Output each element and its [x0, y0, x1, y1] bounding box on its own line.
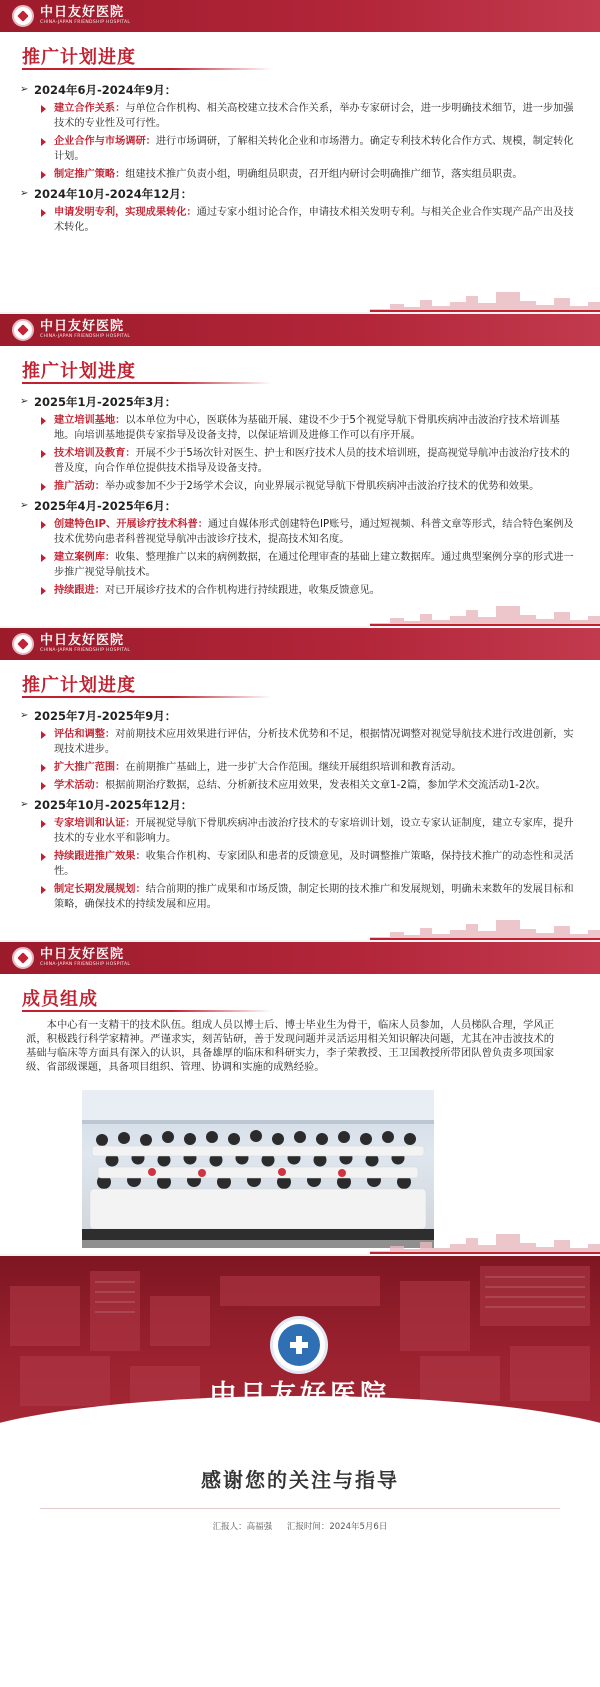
footer-divider: [40, 1508, 560, 1509]
plan-item: 建立合作关系：与单位合作机构、相关高校建立技术合作关系，举办专家研讨会，进一步明确技术细节，进一步加强技术的专业性及可行性。: [37, 101, 580, 131]
hospital-emblem-icon: [270, 1316, 328, 1374]
plan-item: 专家培训和认证：开展视觉导航下骨肌疾病冲击波治疗技术的专家培训计划，设立专家认证制度，建立专家库，提升技术的专业水平和影响力。: [37, 816, 580, 846]
arrow-bullet-icon: ➢: [20, 710, 29, 721]
hospital-emblem-icon: [12, 319, 34, 341]
logo-name-en: CHINA-JAPAN FRIENDSHIP HOSPITAL: [40, 962, 131, 968]
hospital-emblem-icon: [12, 5, 34, 27]
header-banner: [0, 314, 600, 346]
plan-item: 评估和调整：对前期技术应用效果进行评估，分析技术优势和不足，根据情况调整对视觉导航技术进行改进创新，实现技术进步。: [37, 727, 580, 757]
triangle-bullet-icon: [41, 782, 46, 790]
plan-item: 制定长期发展规划：结合前期的推广成果和市场反馈，制定长期的技术推广和发展规划，明确未来数年的发展目标和策略，确保技术的持续发展和应用。: [37, 882, 580, 912]
period-heading: ➢ 2025年7月-2025年9月：: [20, 709, 177, 723]
arrow-bullet-icon: ➢: [20, 396, 29, 407]
triangle-bullet-icon: [41, 554, 46, 562]
logo-name-cn: 中日友好医院: [40, 947, 125, 963]
triangle-bullet-icon: [41, 450, 46, 458]
plan-item: 学术活动：根据前期治疗数据，总结、分析新技术应用效果，发表相关文章1-2篇，参加学术交流活动1-2次。: [37, 778, 580, 793]
arrow-bullet-icon: ➢: [20, 799, 29, 810]
arrow-bullet-icon: ➢: [20, 84, 29, 95]
triangle-bullet-icon: [41, 417, 46, 425]
triangle-bullet-icon: [41, 521, 46, 529]
plan-item: 申请发明专利，实现成果转化：通过专家小组讨论合作，申请技术相关发明专利。与相关企业合作实现产品产出及技术转化。: [37, 205, 580, 235]
team-description: 本中心有一支精干的技术队伍。组成人员以博士后、博士毕业生为骨干，临床人员参加，人员梯队合理，学风正派，积极践行科学家精神。严谨求实，刻苦钻研，善于发现问题并灵活运用相关知识解决问题，尤其在冲击波技术的基础与临床等方面具有深入的认识，具备雄厚的临床和科研实力，李子荣教授、王卫国教授所带团队曾负责多项国家级、省部级课题，具备项目组织、管理、协调和实施的成熟经验。: [26, 1019, 554, 1073]
period-heading: ➢ 2025年4月-2025年6月：: [20, 499, 177, 513]
plan-item: 企业合作与市场调研：进行市场调研，了解相关转化企业和市场潜力。确定专利技术转化合作方式、规模，制定转化计划。: [37, 134, 580, 164]
triangle-bullet-icon: [41, 731, 46, 739]
hospital-skyline-decoration: [370, 1224, 600, 1254]
triangle-bullet-icon: [41, 138, 46, 146]
triangle-bullet-icon: [41, 209, 46, 217]
triangle-bullet-icon: [41, 587, 46, 595]
slide-team: [0, 942, 600, 1254]
slide-title: 推广计划进度: [22, 47, 136, 68]
header-banner: [0, 942, 600, 974]
slide-plan-2025-h2: [0, 628, 600, 940]
slide-plan-2025-h1: [0, 314, 600, 626]
triangle-bullet-icon: [41, 171, 46, 179]
logo-name-cn: 中日友好医院: [40, 5, 125, 21]
report-date: 汇报时间：2024年5月6日: [286, 1522, 388, 1532]
period-heading: ➢ 2025年1月-2025年3月：: [20, 395, 177, 409]
triangle-bullet-icon: [41, 886, 46, 894]
hospital-logo: [12, 632, 130, 656]
hospital-name-en: CHINA-JAPAN FRIENDSHIP HOSPITAL: [212, 1413, 388, 1422]
plan-item: 持续跟进推广效果：收集合作机构、专家团队和患者的反馈意见，及时调整推广策略，保持技术推广的动态性和灵活性。: [37, 849, 580, 879]
plan-item: 建立培训基地：以本单位为中心，医联体为基础开展、建设不少于5个视觉导航下骨肌疾病冲击波治疗技术培训基地。向培训基地提供专家指导及设备支持，以保证培训及进修工作可以有序开展。: [37, 413, 580, 443]
plan-item: 制定推广策略：组建技术推广负责小组，明确组员职责，召开组内研讨会明确推广细节，落实组员职责。: [37, 167, 580, 182]
slide-closing: [0, 1256, 600, 1687]
slide-title: 推广计划进度: [22, 361, 136, 382]
logo-name-en: CHINA-JAPAN FRIENDSHIP HOSPITAL: [40, 334, 131, 340]
plan-item: 推广活动：举办或参加不少于2场学术会议，向业界展示视觉导航下骨肌疾病冲击波治疗技术的优势和效果。: [37, 479, 580, 494]
triangle-bullet-icon: [41, 483, 46, 491]
triangle-bullet-icon: [41, 820, 46, 828]
title-underline: [22, 68, 272, 70]
title-underline: [22, 1010, 272, 1012]
arrow-bullet-icon: ➢: [20, 188, 29, 199]
hospital-logo-large: [0, 1374, 600, 1422]
report-info: [0, 1520, 600, 1532]
plan-content: [20, 78, 580, 238]
hospital-skyline-decoration: [370, 282, 600, 312]
header-banner: [0, 0, 600, 32]
plan-item: 创建特色IP、开展诊疗技术科普：通过自媒体形式创建特色IP账号，通过短视频、科普文章等形式，结合特色案例及技术优势向患者科普视觉导航冲击波诊疗技术，提高技术知名度。: [37, 517, 580, 547]
hospital-logo: [12, 946, 130, 970]
plan-item: 扩大推广范围：在前期推广基础上，进一步扩大合作范围。继续开展组织培训和教育活动。: [37, 760, 580, 775]
hospital-emblem-icon: [12, 947, 34, 969]
arrow-bullet-icon: ➢: [20, 500, 29, 511]
plan-content: [20, 390, 580, 601]
plan-item: 持续跟进：对已开展诊疗技术的合作机构进行持续跟进，收集反馈意见。: [37, 583, 580, 598]
hospital-skyline-decoration: [370, 596, 600, 626]
hospital-logo: [12, 4, 130, 28]
reporter: 汇报人：高福强: [212, 1522, 273, 1532]
slide-title: 成员组成: [22, 989, 98, 1010]
header-banner: [0, 628, 600, 660]
triangle-bullet-icon: [41, 105, 46, 113]
triangle-bullet-icon: [41, 853, 46, 861]
hospital-name-cn: 中日友好医院: [209, 1380, 390, 1410]
thanks-message: 感谢您的关注与指导: [201, 1468, 399, 1492]
plan-content: [20, 704, 580, 915]
hospital-emblem-icon: [12, 633, 34, 655]
period-heading: ➢ 2024年6月-2024年9月：: [20, 83, 177, 97]
hospital-logo: [12, 318, 130, 342]
period-heading: ➢ 2024年10月-2024年12月：: [20, 187, 193, 201]
plan-item: 建立案例库：收集、整理推广以来的病例数据，在通过伦理审查的基础上建立数据库。通过典型案例分享的形式进一步推广视觉导航技术。: [37, 550, 580, 580]
triangle-bullet-icon: [41, 764, 46, 772]
hospital-skyline-decoration: [370, 910, 600, 940]
period-heading: ➢ 2025年10月-2025年12月：: [20, 798, 193, 812]
slide-plan-2024: [0, 0, 600, 312]
plan-item: 技术培训及教育：开展不少于5场次针对医生、护士和医疗技术人员的技术培训班，提高视觉导航冲击波治疗技术的普及度，向合作单位提供技术指导及设备支持。: [37, 446, 580, 476]
logo-name-en: CHINA-JAPAN FRIENDSHIP HOSPITAL: [40, 648, 131, 654]
title-underline: [22, 696, 272, 698]
title-underline: [22, 382, 272, 384]
logo-name-en: CHINA-JAPAN FRIENDSHIP HOSPITAL: [40, 20, 131, 26]
logo-name-cn: 中日友好医院: [40, 319, 125, 335]
logo-name-cn: 中日友好医院: [40, 633, 125, 649]
slide-title: 推广计划进度: [22, 675, 136, 696]
